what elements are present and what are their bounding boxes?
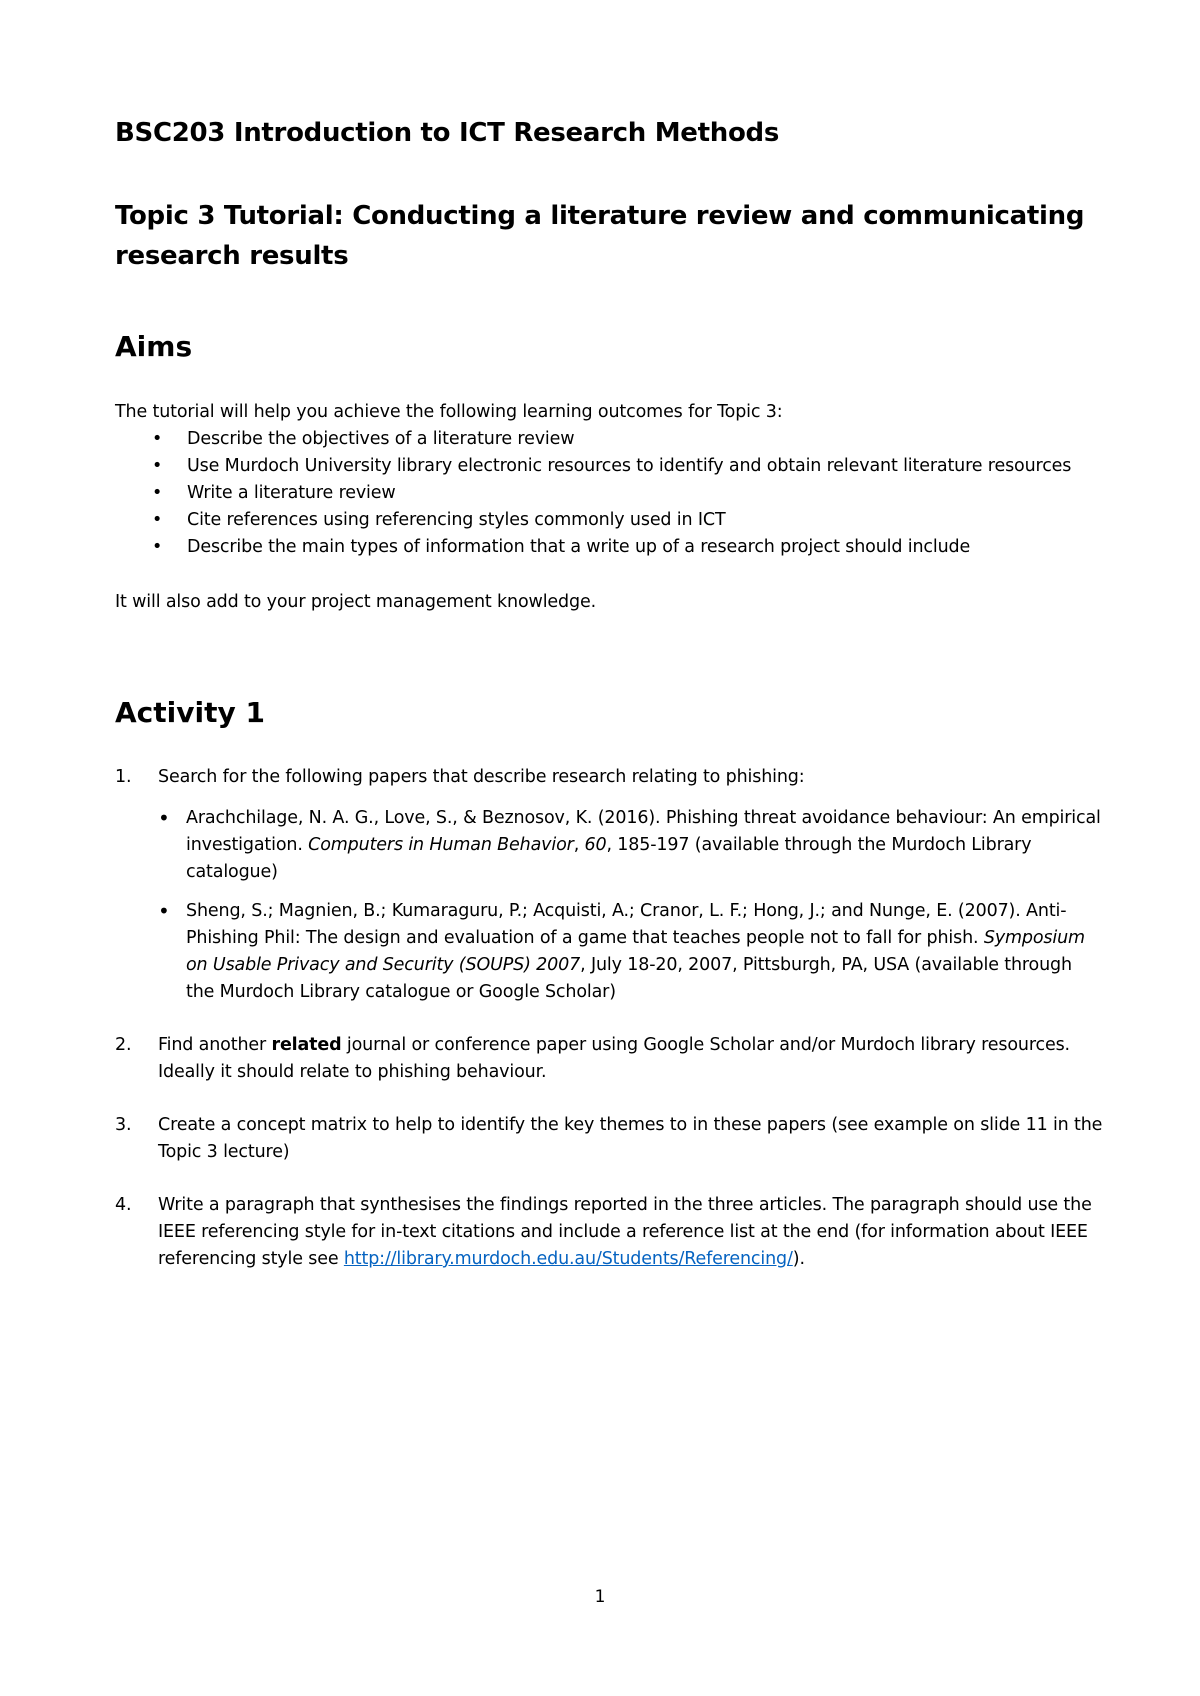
step-number: 2. — [115, 1035, 132, 1055]
step-number: 3. — [115, 1115, 132, 1135]
reference-text: , 185-197 (available through the Murdoch Library catalogue) — [186, 835, 1032, 882]
page-number: 1 — [594, 1587, 606, 1607]
step-text: Search for the following papers that describe research relating to phishing: — [158, 767, 805, 787]
step-3 — [115, 1112, 1105, 1166]
step-number: 1. — [115, 767, 132, 787]
list-item — [115, 507, 1105, 534]
list-item — [115, 534, 1105, 561]
list-item — [115, 480, 1105, 507]
aims-heading: Aims — [115, 330, 193, 363]
step-4 — [115, 1192, 1105, 1273]
learning-outcomes-list — [115, 426, 1105, 561]
bullet-icon: • — [158, 806, 170, 830]
list-item — [115, 453, 1105, 480]
outcome-text: Use Murdoch University library electronic resources to identify and obtain relevant literature resources — [187, 456, 1072, 476]
emphasis-text: related — [271, 1035, 342, 1055]
bullet-icon: • — [152, 483, 163, 503]
conference-title: Symposium on Usable Privacy and Security (SOUPS) 2007 — [186, 928, 1085, 975]
journal-title: Computers in Human Behavior — [308, 835, 574, 855]
step-number: 4. — [115, 1195, 132, 1215]
activity-steps — [115, 764, 1105, 1299]
reference-text: Arachchilage, N. A. G., Love, S., & Beznosov, K. (2016). Phishing threat avoidance behaviour: An empirical investigation. — [186, 808, 1101, 855]
step-text: Write a paragraph that synthesises the findings reported in the three articles. The paragraph should use the IEEE referencing style for in-text citations and include a reference list at the end (for information about IEEE referencing style see — [158, 1195, 1092, 1269]
outcome-text: Describe the main types of information that a write up of a research project should include — [187, 537, 971, 557]
outcome-text: Cite references using referencing styles commonly used in ICT — [187, 510, 726, 530]
reference-text: , — [573, 835, 585, 855]
referencing-guide-link[interactable]: http://library.murdoch.edu.au/Students/Referencing/ — [343, 1249, 793, 1269]
paper-reference — [158, 898, 1105, 1006]
paper-list — [158, 805, 1105, 1006]
step-text: ). — [792, 1249, 805, 1269]
bullet-icon: • — [152, 537, 163, 557]
step-text: journal or conference paper using Google Scholar and/or Murdoch library resources. Ideally it should relate to phishing behaviour. — [158, 1035, 1070, 1082]
bullet-icon: • — [152, 510, 163, 530]
step-1 — [115, 764, 1105, 1006]
bullet-icon: • — [158, 899, 170, 923]
bullet-icon: • — [152, 456, 163, 476]
paper-reference — [158, 805, 1105, 886]
step-2 — [115, 1032, 1105, 1086]
outcome-text: Describe the objectives of a literature review — [187, 429, 575, 449]
reference-text: , July 18-20, 2007, Pittsburgh, PA, USA (available through the Murdoch Library catalogue or Google Scholar) — [186, 955, 1072, 1002]
activity-heading: Activity 1 — [115, 696, 265, 729]
course-title: BSC203 Introduction to ICT Research Methods — [115, 118, 780, 148]
step-text: Find another — [158, 1035, 272, 1055]
list-item — [115, 426, 1105, 453]
reference-text: Sheng, S.; Magnien, B.; Kumaraguru, P.; Acquisti, A.; Cranor, L. F.; Hong, J.; and Nunge, E. (2007). Anti-Phishing Phil: The design and evaluation of a game that teaches people not to fall for phish. — [186, 901, 1067, 948]
volume-number: 60 — [584, 835, 607, 855]
topic-title: Topic 3 Tutorial: Conducting a literature review and communicating research results — [115, 201, 1085, 271]
aims-closing: It will also add to your project management knowledge. — [115, 592, 596, 612]
bullet-icon: • — [152, 429, 163, 449]
step-text: Create a concept matrix to help to identify the key themes to in these papers (see example on slide 11 in the Topic 3 lecture) — [158, 1115, 1103, 1162]
outcome-text: Write a literature review — [187, 483, 396, 503]
aims-intro: The tutorial will help you achieve the following learning outcomes for Topic 3: — [115, 402, 783, 422]
